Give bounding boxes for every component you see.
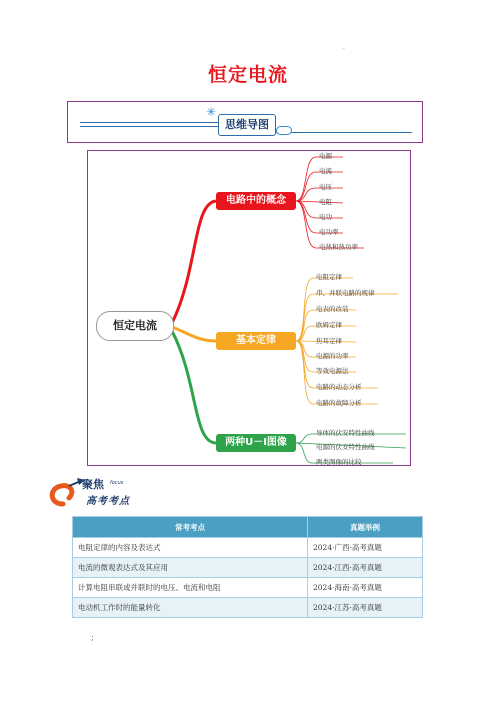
- page-title: 恒定电流: [207, 64, 288, 86]
- table-header-row: [73, 517, 423, 538]
- exam-table: [72, 516, 423, 618]
- header-decor-line: [80, 122, 218, 123]
- table-row: [73, 578, 423, 598]
- connector-branch-2: [172, 327, 216, 341]
- table-cell: 电流的微观表达式及其应用: [73, 558, 308, 578]
- mindmap-section-title: 思维导图: [218, 114, 276, 136]
- mindmap-leaf: 两类图像的比较: [316, 458, 362, 466]
- table-cell: 2024·江苏·高考真题: [308, 598, 423, 618]
- mindmap-leaf: 电阻定律: [316, 273, 342, 281]
- table-cell: 2024·广西·高考真题: [308, 538, 423, 558]
- table-cell: 电阻定律的内容及表达式: [73, 538, 308, 558]
- mindmap-leaf: 电阻: [319, 198, 332, 206]
- mindmap-leaf: 导体的伏安特性曲线: [316, 429, 375, 437]
- mindmap-leaf: 电源: [319, 152, 332, 160]
- mindmap-leaf: 电压: [319, 183, 332, 191]
- cloud-icon: [276, 126, 292, 135]
- leaf-connector: [296, 294, 398, 341]
- mindmap: [87, 150, 411, 466]
- mindmap-leaf: 电表的改装: [316, 305, 349, 313]
- mindmap-leaf: 电源的伏安特性曲线: [316, 443, 375, 451]
- mindmap-branch: 两种U－I图像: [216, 434, 296, 452]
- table-cell: 2024·海南·高考真题: [308, 578, 423, 598]
- mindmap-leaf: 电流: [319, 167, 332, 175]
- mindmap-leaf: 焦耳定律: [316, 337, 342, 345]
- stray-dot: .: [343, 44, 345, 51]
- table-row: [73, 558, 423, 578]
- mindmap-branch: 电路中的概念: [216, 192, 296, 210]
- table-cell: 2024·江西·高考真题: [308, 558, 423, 578]
- connector-branch-1: [172, 201, 216, 323]
- mindmap-leaf: 电热和热功率: [319, 243, 358, 251]
- mindmap-leaf: 电路的故障分析: [316, 399, 362, 407]
- leaf-connector: [296, 201, 364, 248]
- mindmap-leaf: 等效电源法: [316, 367, 349, 375]
- connector-branch-3: [172, 331, 216, 443]
- header-decor-line: [274, 132, 412, 133]
- sparkle-icon: ✳: [206, 105, 217, 119]
- table-header: 常考考点: [73, 517, 308, 538]
- mindmap-leaf: 电源的功率: [316, 352, 349, 360]
- mindmap-leaf: 电功率: [319, 228, 339, 236]
- header-decor-line: [80, 126, 218, 127]
- table-row: [73, 598, 423, 618]
- table-cell: 电动机工作时的能量转化: [73, 598, 308, 618]
- stray-mark: ;: [91, 633, 94, 642]
- mindmap-leaf: 电功: [319, 213, 332, 221]
- table-cell: 计算电阻串联或并联时的电压、电流和电阻: [73, 578, 308, 598]
- focus-title-main: 聚焦: [82, 478, 104, 491]
- mindmap-root: 恒定电流: [96, 311, 174, 341]
- table-row: [73, 538, 423, 558]
- leaf-connector: [296, 341, 378, 388]
- focus-title-sub: 高考考点: [86, 496, 130, 507]
- mindmap-leaf: 串、并联电路的规律: [316, 289, 375, 297]
- mindmap-leaf: 欧姆定律: [316, 321, 342, 329]
- mindmap-leaf: 电路的动态分析: [316, 383, 362, 391]
- table-header: 真题举例: [308, 517, 423, 538]
- focus-title-en: focus: [110, 480, 124, 486]
- mindmap-header: [67, 101, 423, 143]
- mindmap-branch: 基本定律: [216, 332, 296, 350]
